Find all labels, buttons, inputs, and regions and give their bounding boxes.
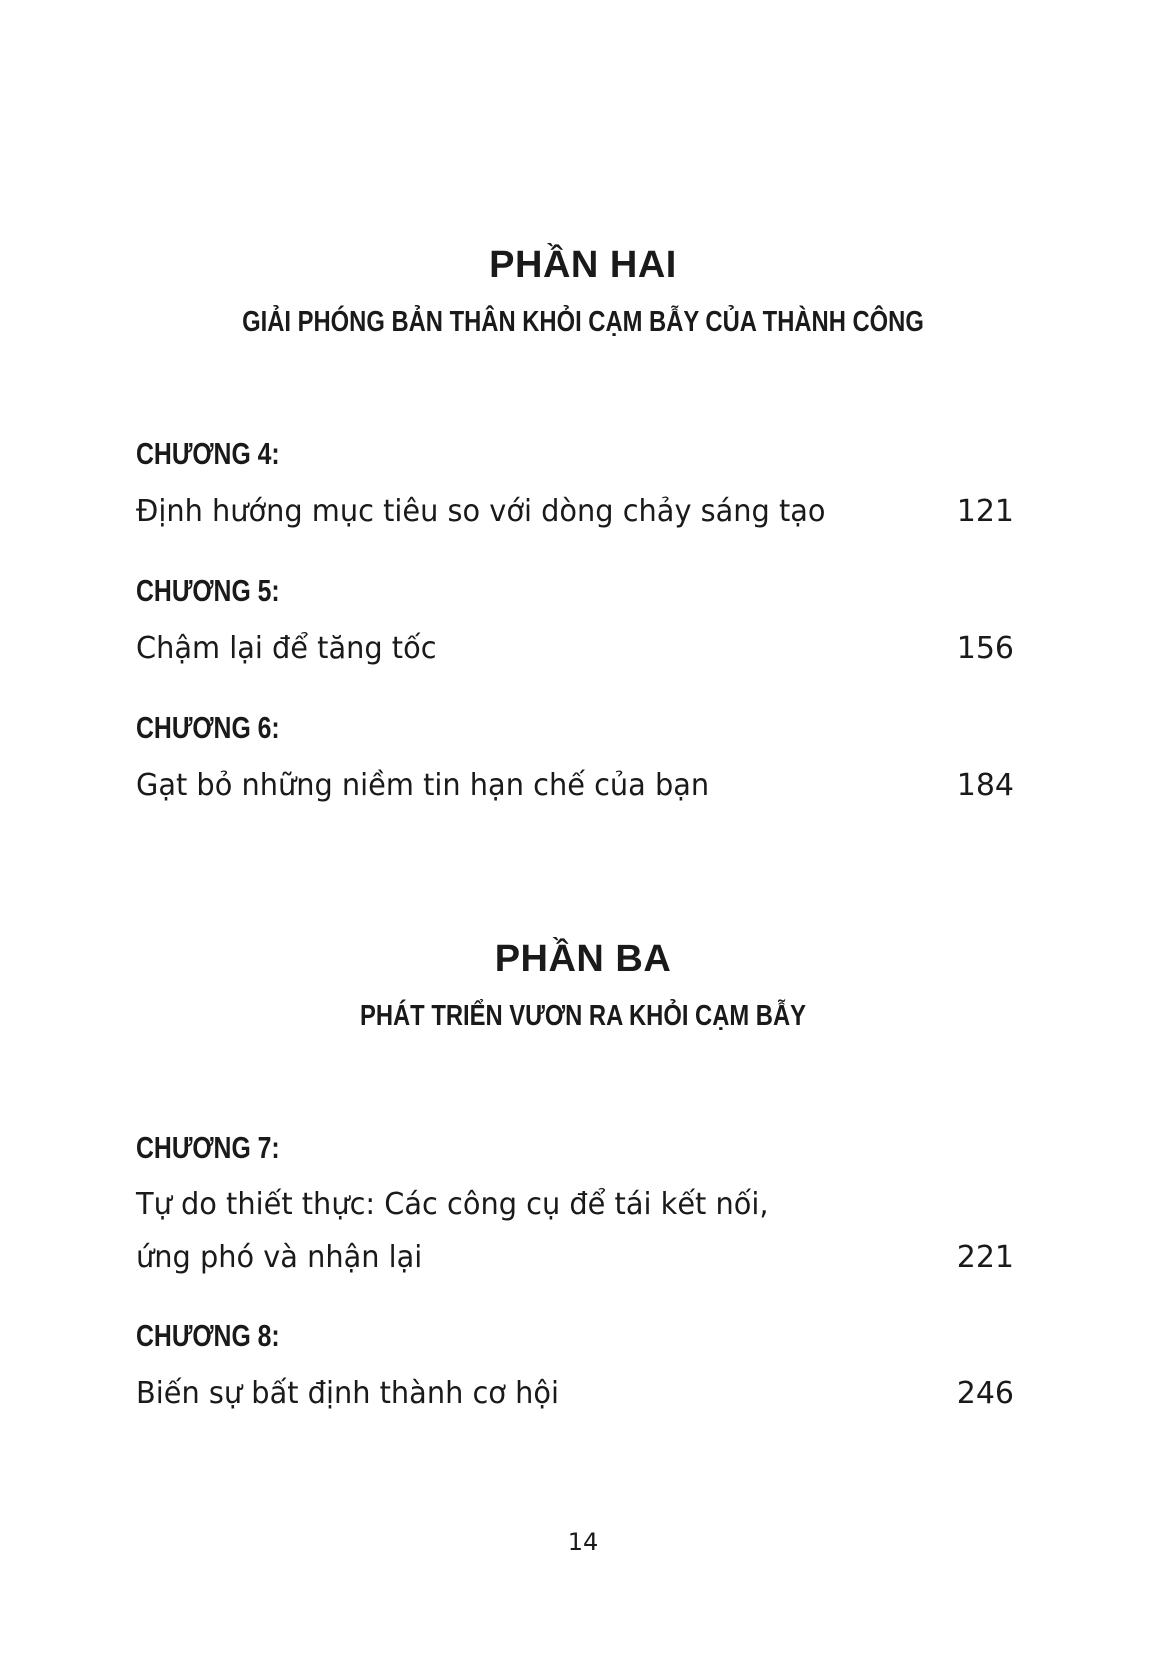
part-two-title: PHẦN HAI — [489, 244, 677, 286]
part-two-subtitle: GIẢI PHÓNG BẢN THÂN KHỎI CẠM BẪY CỦA THÀNH CÔNG — [242, 306, 924, 338]
chapter-5-page: 156 — [956, 631, 1014, 666]
chapter-7-title-line2: ứng phó và nhận lại — [136, 1240, 423, 1275]
chapter-7-title-line1: Tự do thiết thực: Các công cụ để tái kết nối, — [136, 1187, 769, 1222]
chapter-4-label: CHƯƠNG 4: — [136, 436, 280, 471]
chapter-6-page: 184 — [956, 768, 1014, 803]
chapter-8-label: CHƯƠNG 8: — [136, 1318, 280, 1353]
chapter-5-title: Chậm lại để tăng tốc — [136, 631, 437, 666]
part-three-title: PHẦN BA — [494, 938, 672, 980]
part-three-subtitle: PHÁT TRIỂN VƯƠN RA KHỎI CẠM BẪY — [359, 1000, 807, 1032]
chapter-7-label: CHƯƠNG 7: — [136, 1130, 280, 1165]
chapter-7-page: 221 — [956, 1240, 1014, 1275]
chapter-6-title: Gạt bỏ những niềm tin hạn chế của bạn — [136, 768, 710, 803]
page-number: 14 — [567, 1528, 599, 1556]
chapter-5-label: CHƯƠNG 5: — [136, 573, 280, 608]
chapter-8-title: Biến sự bất định thành cơ hội — [136, 1376, 559, 1411]
chapter-4-page: 121 — [956, 494, 1014, 529]
chapter-4-title: Định hướng mục tiêu so với dòng chảy sáng tạo — [136, 494, 826, 529]
chapter-6-label: CHƯƠNG 6: — [136, 710, 280, 745]
chapter-8-page: 246 — [956, 1376, 1014, 1411]
